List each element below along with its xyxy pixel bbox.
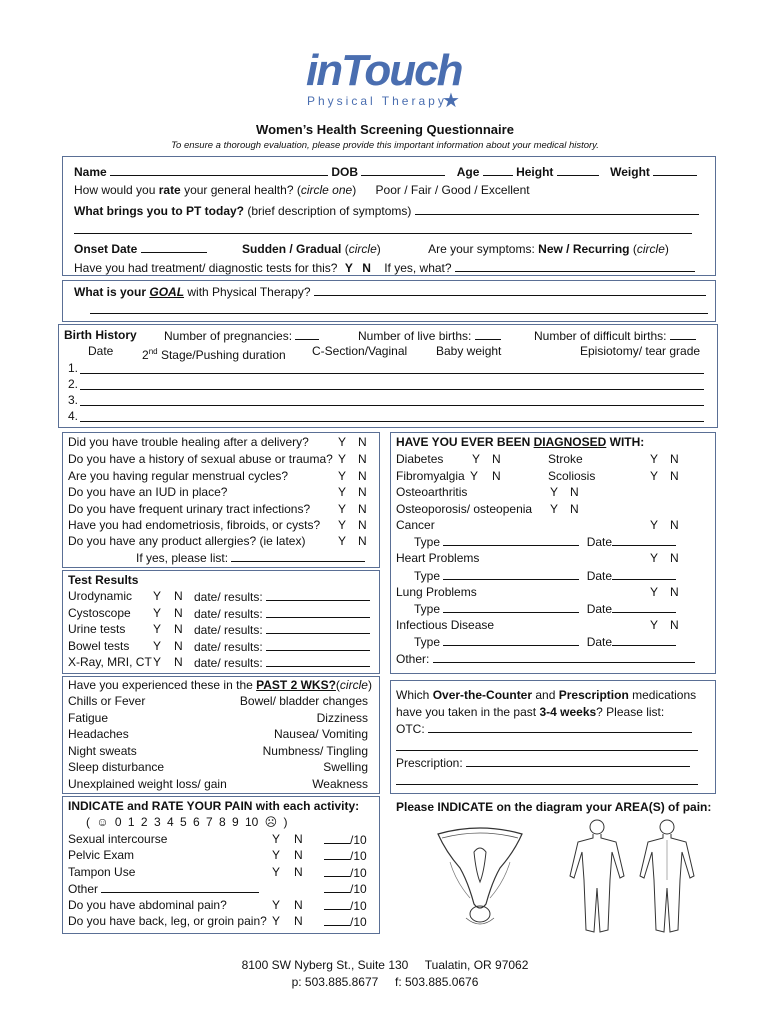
- body-back-diagram[interactable]: [632, 818, 702, 938]
- goal-word: GOAL: [149, 285, 185, 299]
- history-yes[interactable]: Y: [338, 435, 347, 449]
- pain-of-ten: /10: [350, 833, 367, 847]
- pregnancies-group: [164, 328, 319, 344]
- med-otc-word: Over-the-Counter: [432, 688, 533, 702]
- birth-row-1-field[interactable]: [80, 373, 704, 374]
- med-line2-post: ? Please list:: [596, 705, 665, 719]
- pain-item-other: [68, 881, 259, 897]
- test-date-label: date/ results:: [194, 623, 263, 637]
- goal-post: with Physical Therapy?: [187, 285, 311, 299]
- treatment-no[interactable]: N: [362, 261, 371, 275]
- diag-yes[interactable]: Y: [650, 585, 659, 599]
- symptom-item[interactable]: Unexplained weight loss/ gain: [68, 777, 227, 791]
- med-and: and: [535, 688, 556, 702]
- birth-col-csection: C-Section/Vaginal: [312, 344, 408, 358]
- symptom-item[interactable]: Bowel/ bladder changes: [239, 694, 368, 708]
- test-yes[interactable]: Y: [153, 639, 162, 653]
- age-label: Age: [456, 165, 480, 179]
- pain-yes[interactable]: Y: [272, 848, 281, 862]
- test-no[interactable]: N: [174, 589, 183, 603]
- history-yes[interactable]: Y: [338, 485, 347, 499]
- type-label: Type: [414, 569, 441, 583]
- rx-row: [396, 755, 690, 771]
- diag-scoliosis: Scoliosis: [548, 469, 596, 483]
- goal-field-line-2[interactable]: [90, 313, 708, 314]
- experienced-title-pre: Have you experienced these in the: [68, 678, 253, 692]
- intake-row-3: [74, 203, 699, 219]
- test-date-results: [194, 606, 370, 622]
- circle-hint: circle: [348, 242, 377, 256]
- symptom-item[interactable]: Fatigue: [68, 711, 109, 725]
- type-label: Type: [414, 635, 441, 649]
- history-no[interactable]: N: [358, 452, 367, 466]
- pain-rating-field[interactable]: [324, 848, 350, 860]
- history-yes[interactable]: Y: [338, 534, 347, 548]
- brings-hint: (brief description of symptoms): [247, 204, 412, 218]
- name-field[interactable]: [110, 164, 328, 176]
- test-name: Urine tests: [68, 622, 126, 636]
- type-label: Type: [414, 602, 441, 616]
- symptom-item[interactable]: Headaches: [68, 727, 129, 741]
- pain-item: Do you have back, leg, or groin pain?: [68, 914, 267, 928]
- history-no[interactable]: N: [358, 485, 367, 499]
- diag-yes[interactable]: Y: [650, 452, 659, 466]
- test-date-label: date/ results:: [194, 607, 263, 621]
- difficult-label: Number of difficult births:: [534, 329, 667, 343]
- pain-yes[interactable]: Y: [272, 914, 281, 928]
- history-no[interactable]: N: [358, 435, 367, 449]
- otc-field[interactable]: [428, 721, 692, 733]
- other-label: Other:: [396, 652, 430, 666]
- history-no[interactable]: N: [358, 518, 367, 532]
- age-field[interactable]: [483, 164, 513, 176]
- difficult-field[interactable]: [670, 328, 696, 340]
- onset-label: Onset Date: [74, 242, 138, 256]
- experienced-paren-close: ): [367, 678, 372, 692]
- history-yes[interactable]: Y: [338, 502, 347, 516]
- pain-rating: [324, 898, 367, 914]
- dob-field[interactable]: [361, 164, 445, 176]
- pain-other-label: Other: [68, 882, 99, 896]
- birth-col-baby: Baby weight: [436, 344, 502, 358]
- diag-stroke: Stroke: [548, 452, 583, 466]
- diag-yes[interactable]: Y: [650, 618, 659, 632]
- if-yes-field[interactable]: [455, 260, 695, 272]
- otc-row: [396, 721, 692, 737]
- treatment-yes[interactable]: Y: [344, 261, 353, 275]
- symptom-item[interactable]: Chills or Fever: [68, 694, 146, 708]
- history-item: Did you have trouble healing after a delivery?: [68, 435, 309, 449]
- diag-no[interactable]: N: [670, 618, 679, 632]
- diag-yes[interactable]: Y: [550, 485, 559, 499]
- diag-no[interactable]: N: [492, 452, 501, 466]
- diag-infectious: Infectious Disease: [396, 618, 495, 632]
- weight-label: Weight: [610, 165, 650, 179]
- birth-row-4-field[interactable]: [80, 421, 704, 422]
- date-label: Date: [586, 535, 613, 549]
- symptom-item[interactable]: Nausea/ Vomiting: [273, 727, 368, 741]
- diag-other: [396, 651, 695, 667]
- birth-row-4-label: 4.: [68, 409, 79, 423]
- birth-col-stage: [142, 344, 286, 363]
- test-date-results: [194, 589, 370, 605]
- rx-field[interactable]: [466, 755, 690, 767]
- diag-no[interactable]: N: [670, 585, 679, 599]
- type-field[interactable]: [443, 568, 579, 580]
- date-field[interactable]: [612, 601, 676, 613]
- pain-rating-field[interactable]: [324, 832, 350, 844]
- test-date-label: date/ results:: [194, 590, 263, 604]
- pain-rating: [324, 848, 367, 864]
- brings-field-line-2[interactable]: [74, 233, 692, 234]
- pregnancies-label: Number of pregnancies:: [164, 329, 293, 343]
- history-yes[interactable]: Y: [338, 452, 347, 466]
- med-line2-pre: have you taken in the past: [396, 705, 537, 719]
- experienced-circle: circle: [339, 678, 368, 692]
- med-line-1: [396, 688, 696, 703]
- pain-of-ten: /10: [350, 899, 367, 913]
- pain-item: Tampon Use: [68, 865, 136, 879]
- diag-no[interactable]: N: [570, 502, 579, 516]
- pain-rating-field[interactable]: [324, 914, 350, 926]
- rate-options[interactable]: Poor / Fair / Good / Excellent: [375, 183, 530, 197]
- test-date-field[interactable]: [266, 589, 370, 601]
- med-rx-word: Prescription: [558, 688, 629, 702]
- diag-no[interactable]: N: [670, 551, 679, 565]
- date-label: Date: [586, 602, 613, 616]
- rate-pre: How would you: [74, 183, 156, 197]
- symptoms-label: Are your symptoms:: [428, 242, 535, 256]
- dob-label: DOB: [331, 165, 359, 179]
- pain-no[interactable]: N: [294, 848, 303, 862]
- type-field[interactable]: [443, 634, 579, 646]
- weight-field[interactable]: [653, 164, 697, 176]
- brings-field[interactable]: [415, 203, 699, 215]
- pain-rating: [324, 881, 367, 897]
- type-field[interactable]: [443, 601, 579, 613]
- rate-word: rate: [158, 183, 181, 197]
- rate-close: ): [352, 183, 357, 197]
- logo-brand: inTouch: [306, 46, 462, 95]
- pain-rating-field[interactable]: [324, 865, 350, 877]
- test-no[interactable]: N: [174, 639, 183, 653]
- test-date-results: [194, 622, 370, 638]
- history-item: Do you have frequent urinary tract infections?: [68, 502, 311, 516]
- page-subtitle: To ensure a thorough evaluation, please provide this important information about your medical history.: [171, 140, 599, 151]
- history-no[interactable]: N: [358, 502, 367, 516]
- diag-yes[interactable]: Y: [470, 469, 479, 483]
- birth-col-date: Date: [88, 344, 114, 358]
- pain-rating: [324, 914, 367, 930]
- test-name: X-Ray, MRI, CT: [68, 655, 152, 669]
- symptom-item[interactable]: Swelling: [323, 760, 368, 774]
- test-yes[interactable]: Y: [153, 606, 162, 620]
- birth-row-3-field[interactable]: [80, 405, 704, 406]
- diag-type-date: [414, 634, 676, 650]
- date-label: Date: [586, 569, 613, 583]
- diagnosed-title-post: WITH:: [609, 435, 645, 449]
- diag-osteoporosis: Osteoporosis/ osteopenia: [396, 502, 533, 516]
- diagnosed-title-word: DIAGNOSED: [533, 435, 607, 449]
- test-no[interactable]: N: [174, 622, 183, 636]
- stage-sup: nd: [148, 347, 158, 356]
- test-date-results: [194, 655, 370, 671]
- med-pre: Which: [396, 688, 430, 702]
- diagram-title: Please INDICATE on the diagram your AREA(S) of pain:: [396, 800, 712, 814]
- diag-no[interactable]: N: [570, 485, 579, 499]
- pain-of-ten: /10: [350, 915, 367, 929]
- history-item: Have you had endometriosis, fibroids, or cysts?: [68, 518, 321, 532]
- difficult-group: [534, 328, 696, 344]
- birth-row-1: [64, 328, 137, 343]
- body-front-diagram[interactable]: [562, 818, 632, 938]
- circle-one: circle one: [300, 183, 353, 197]
- name-label: Name: [74, 165, 107, 179]
- rx-label: Prescription:: [396, 756, 463, 770]
- date-field[interactable]: [612, 534, 676, 546]
- experienced-paren-open: (: [335, 678, 340, 692]
- onset-field[interactable]: [141, 241, 207, 253]
- otc-field-line-2[interactable]: [396, 750, 698, 751]
- pain-yes[interactable]: Y: [272, 832, 281, 846]
- star-icon: ★: [442, 90, 460, 112]
- diag-diabetes: Diabetes: [396, 452, 444, 466]
- pain-no[interactable]: N: [294, 832, 303, 846]
- stage-pre: 2: [142, 348, 149, 362]
- diag-no[interactable]: N: [670, 469, 679, 483]
- type-field[interactable]: [443, 534, 579, 546]
- med-weeks: 3-4 weeks: [539, 705, 597, 719]
- test-yes[interactable]: Y: [153, 655, 162, 669]
- pelvic-diagram[interactable]: [430, 822, 530, 932]
- birth-row-3-label: 3.: [68, 393, 79, 407]
- birth-title: Birth History: [64, 328, 137, 342]
- history-item: Do you have any product allergies? (ie latex): [68, 534, 306, 548]
- date-label: Date: [586, 635, 613, 649]
- symptom-item[interactable]: Dizziness: [316, 711, 368, 725]
- diag-no[interactable]: N: [492, 469, 501, 483]
- pain-of-ten: /10: [350, 882, 367, 896]
- test-date-label: date/ results:: [194, 640, 263, 654]
- diag-no[interactable]: N: [670, 518, 679, 532]
- footer-address: 8100 SW Nyberg St., Suite 130 Tualatin, OR 97062: [241, 958, 529, 972]
- history-item: Do you have a history of sexual abuse or trauma?: [68, 452, 333, 466]
- pain-no[interactable]: N: [294, 898, 303, 912]
- diag-type-date: [414, 601, 676, 617]
- pain-of-ten: /10: [350, 849, 367, 863]
- goal-row: [74, 284, 706, 300]
- intake-row-4: Onset Date Sudden / Gradual (circle) Are your symptoms: New / Recurring (circle): [74, 242, 669, 256]
- med-line-2: [396, 705, 664, 720]
- intake-row-2: [74, 183, 530, 198]
- pain-item: Pelvic Exam: [68, 848, 135, 862]
- test-yes[interactable]: Y: [153, 622, 162, 636]
- diag-cancer: Cancer: [396, 518, 435, 532]
- test-date-field[interactable]: [266, 655, 370, 667]
- diag-heart: Heart Problems: [396, 551, 480, 565]
- page-title: Women’s Health Screening Questionnaire: [256, 122, 514, 137]
- type-label: Type: [414, 535, 441, 549]
- diag-yes[interactable]: Y: [650, 518, 659, 532]
- history-no[interactable]: N: [358, 469, 367, 483]
- intake-row-1: [74, 164, 697, 180]
- diagnosed-title-pre: HAVE YOU EVER BEEN: [396, 435, 531, 449]
- test-date-field[interactable]: [266, 622, 370, 634]
- allergy-list: [136, 550, 365, 566]
- date-field[interactable]: [612, 634, 676, 646]
- live-group: [358, 328, 501, 344]
- test-name: Cystoscope: [68, 606, 131, 620]
- goal-field[interactable]: [314, 284, 706, 296]
- if-yes-label: If yes, what?: [384, 261, 452, 275]
- symptom-item[interactable]: Numbness/ Tingling: [262, 744, 368, 758]
- pain-rating: [324, 832, 367, 848]
- diag-type-date: [414, 568, 676, 584]
- tests-title: Test Results: [68, 573, 139, 587]
- pain-no[interactable]: N: [294, 865, 303, 879]
- test-yes[interactable]: Y: [153, 589, 162, 603]
- diag-fibro: Fibromyalgia: [396, 469, 465, 483]
- pain-scale: ( ☺ 0 1 2 3 4 5 6 7 8 9 10 ☹ ): [86, 815, 288, 829]
- pain-of-ten: /10: [350, 866, 367, 880]
- diagnosed-title: [396, 435, 644, 450]
- pain-other-field[interactable]: [101, 881, 259, 893]
- pain-no[interactable]: N: [294, 914, 303, 928]
- symptom-item[interactable]: Night sweats: [68, 744, 137, 758]
- diag-yes[interactable]: Y: [650, 469, 659, 483]
- allergy-list-label: If yes, please list:: [136, 551, 229, 565]
- birth-col-episiotomy: Episiotomy/ tear grade: [580, 344, 701, 358]
- experienced-title-word: PAST 2 WKS?: [256, 678, 336, 692]
- stage-post: Stage/Pushing duration: [160, 348, 286, 362]
- diag-lung: Lung Problems: [396, 585, 477, 599]
- rx-field-line-2[interactable]: [396, 784, 698, 785]
- height-label: Height: [516, 165, 554, 179]
- test-no[interactable]: N: [174, 655, 183, 669]
- birth-row-2-field[interactable]: [80, 389, 704, 390]
- history-yes[interactable]: Y: [338, 518, 347, 532]
- new-recurring[interactable]: New / Recurring: [538, 242, 630, 256]
- diag-no[interactable]: N: [670, 452, 679, 466]
- circle-hint-2: circle: [636, 242, 665, 256]
- live-label: Number of live births:: [358, 329, 472, 343]
- goal-pre: What is your: [74, 285, 147, 299]
- brings-label: What brings you to PT today?: [74, 204, 244, 218]
- diag-osteoarthritis: Osteoarthritis: [396, 485, 468, 499]
- pain-rating-field[interactable]: [324, 898, 350, 910]
- history-yes[interactable]: Y: [338, 469, 347, 483]
- diag-yes[interactable]: Y: [650, 551, 659, 565]
- sudden-gradual[interactable]: Sudden / Gradual: [242, 242, 342, 256]
- height-field[interactable]: [557, 164, 599, 176]
- live-field[interactable]: [475, 328, 501, 340]
- pregnancies-field[interactable]: [295, 328, 319, 340]
- diag-type-date: [414, 534, 676, 550]
- history-item: Are you having regular menstrual cycles?: [68, 469, 289, 483]
- history-item: Do you have an IUD in place?: [68, 485, 228, 499]
- test-name: Bowel tests: [68, 639, 130, 653]
- pain-item: Sexual intercourse: [68, 832, 168, 846]
- experienced-title: [68, 678, 372, 693]
- test-date-field[interactable]: [266, 606, 370, 618]
- birth-row-2-label: 2.: [68, 377, 79, 391]
- treatment-question: Have you had treatment/ diagnostic tests for this?: [74, 261, 338, 275]
- date-field[interactable]: [612, 568, 676, 580]
- diag-yes[interactable]: Y: [550, 502, 559, 516]
- pain-item: Do you have abdominal pain?: [68, 898, 227, 912]
- test-name: Urodynamic: [68, 589, 133, 603]
- test-date-label: date/ results:: [194, 656, 263, 670]
- med-post: medications: [632, 688, 697, 702]
- footer-phone: p: 503.885.8677 f: 503.885.0676: [291, 975, 479, 989]
- history-no[interactable]: N: [358, 534, 367, 548]
- test-no[interactable]: N: [174, 606, 183, 620]
- otc-label: OTC:: [396, 722, 425, 736]
- diag-yes[interactable]: Y: [472, 452, 481, 466]
- birth-row-1-label: 1.: [68, 361, 79, 375]
- symptom-item[interactable]: Sleep disturbance: [68, 760, 165, 774]
- symptom-item[interactable]: Weakness: [312, 777, 368, 791]
- pain-title: INDICATE and RATE YOUR PAIN with each activity:: [68, 799, 360, 813]
- rate-post: your general health? (: [184, 183, 301, 197]
- test-date-results: [194, 639, 370, 655]
- other-field[interactable]: [433, 651, 695, 663]
- pain-yes[interactable]: Y: [272, 865, 281, 879]
- logo-subtitle: Physical Therapy: [307, 94, 447, 108]
- pain-yes[interactable]: Y: [272, 898, 281, 912]
- pain-rating: [324, 865, 367, 881]
- pain-rating-field[interactable]: [324, 881, 350, 893]
- allergy-list-field[interactable]: [231, 550, 365, 562]
- intake-row-5: [74, 260, 695, 276]
- test-date-field[interactable]: [266, 639, 370, 651]
